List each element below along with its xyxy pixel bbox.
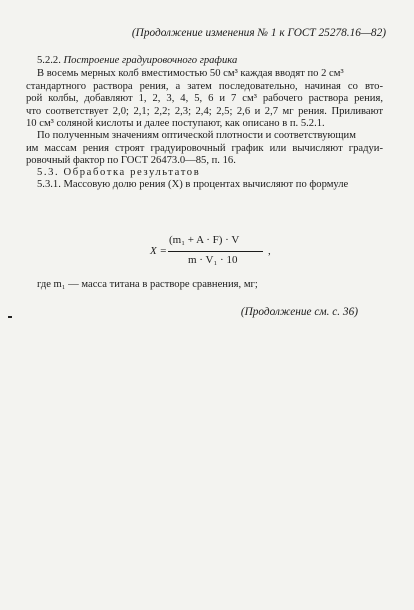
section-title: Построение градуировочного графика bbox=[63, 55, 238, 66]
formula-comma: , bbox=[268, 245, 271, 257]
text-line: По полученным значениям оптической плотности и соответствующим bbox=[37, 130, 356, 141]
margin-mark bbox=[8, 316, 12, 318]
formula-lhs: X = bbox=[150, 245, 167, 257]
text-line: стандартного раствора рения, а затем последовательно, начиная со вто- bbox=[26, 80, 383, 92]
text-line: им массам рения строят градуировочный график или вычисляют градуи- bbox=[26, 142, 383, 154]
text-line: что соответствует 2,0; 2,1; 2,2; 2,3; 2,4; 2,5; 2,6 и 2,7 мг рения. Приливают bbox=[26, 105, 383, 117]
formula-numerator: (m₁ + A · F) · V bbox=[169, 234, 240, 246]
formula-denominator: m · V₁ · 10 bbox=[188, 254, 238, 266]
page-header: (Продолжение изменения № 1 к ГОСТ 25278.16—82) bbox=[131, 27, 386, 39]
section-heading-5-3: 5.3. Обработка результатов bbox=[37, 167, 201, 178]
text-line: В восемь мерных колб вместимостью 50 см³ каждая вводят по 2 см³ bbox=[37, 68, 344, 79]
paragraph-optical-density bbox=[26, 130, 383, 168]
variable-definition: где m₁ — масса титана в растворе сравнения, мг; bbox=[37, 279, 258, 290]
section-heading-5-2-2 bbox=[37, 55, 237, 66]
text-line: ровочный фактор по ГОСТ 26473.0—85, п. 16. bbox=[26, 155, 236, 167]
continuation-note: (Продолжение см. с. 36) bbox=[240, 306, 358, 318]
text-line: рой колбы, добавляют 1, 2, 3, 4, 5, 6 и 7 см³ рабочего раствора рения, bbox=[26, 93, 383, 105]
section-5-3-1-intro: 5.3.1. Массовую долю рения (X) в процентах вычисляют по формуле bbox=[37, 179, 349, 190]
text-line: 10 см³ соляной кислоты и далее поступают, как описано в п. 5.2.1. bbox=[26, 118, 325, 130]
fraction-bar bbox=[168, 251, 263, 252]
paragraph-calibration bbox=[26, 68, 383, 131]
section-number: 5.2.2. bbox=[37, 55, 61, 66]
formula-rhenium-mass-fraction bbox=[150, 234, 310, 274]
